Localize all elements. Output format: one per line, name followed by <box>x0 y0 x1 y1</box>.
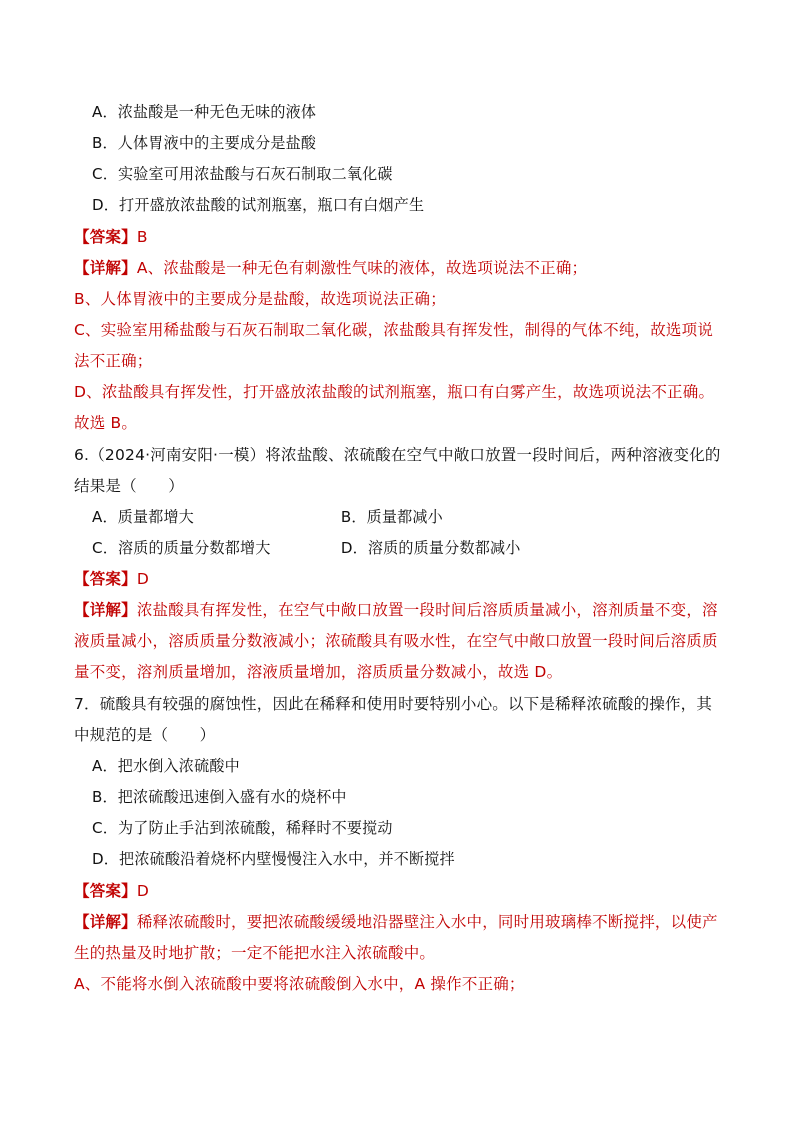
detail-text: A、浓盐酸是一种无色有刺激性气味的液体，故选项说法不正确； <box>136 259 588 277</box>
option-d: D．溶质的质量分数都减小 <box>340 539 521 557</box>
option-d: D．把浓硫酸沿着烧杯内壁慢慢注入水中，并不断搅拌 <box>92 850 455 868</box>
option-a: A．质量都增大 <box>92 508 195 526</box>
detail-line: 生的热量及时地扩散；一定不能把水注入浓硫酸中。 <box>74 944 436 962</box>
question-7-stem-cont: 中规范的是（ ） <box>74 726 216 744</box>
detail-text: 浓盐酸具有挥发性，在空气中敞口放置一段时间后溶质质量减小，溶剂质量不变，溶 <box>136 601 718 619</box>
answer-tag: 【答案】 <box>74 882 137 900</box>
option-b: B．把浓硫酸迅速倒入盛有水的烧杯中 <box>92 788 347 806</box>
question-6-stem: 6.（2024·河南安阳·一模）将浓盐酸、浓硫酸在空气中敞口放置一段时间后，两种溶液变化的 <box>74 446 721 464</box>
detail-line: 液质量减小，溶质质量分数液减小；浓硫酸具有吸水性，在空气中敞口放置一段时间后溶质质 <box>74 632 718 650</box>
answer-value: B <box>136 228 148 246</box>
detail-line: 故选 B。 <box>74 414 138 432</box>
detail-tag: 【详解】 <box>74 259 137 277</box>
detail-line <box>74 258 724 278</box>
detail-line: 法不正确； <box>74 352 153 370</box>
detail-line: B、人体胃液中的主要成分是盐酸，故选项说法正确； <box>74 290 446 308</box>
detail-line: D、浓盐酸具有挥发性，打开盛放浓盐酸的试剂瓶塞，瓶口有白雾产生，故选项说法不正确。 <box>74 383 715 401</box>
answer-line <box>74 569 724 589</box>
detail-line <box>74 600 724 620</box>
option-row <box>92 507 724 527</box>
detail-tag: 【详解】 <box>74 601 137 619</box>
answer-value: D <box>136 882 149 900</box>
detail-line: A、不能将水倒入浓硫酸中要将浓硫酸倒入水中，A 操作不正确； <box>74 975 525 993</box>
question-6-stem-cont: 结果是（ ） <box>74 477 184 495</box>
detail-tag: 【详解】 <box>74 913 137 931</box>
detail-line: 量不变，溶剂质量增加，溶液质量增加，溶质质量分数减小，故选 D。 <box>74 663 563 681</box>
option-b: B．质量都减小 <box>340 508 443 526</box>
option-c: C．为了防止手沾到浓硫酸，稀释时不要搅动 <box>92 819 393 837</box>
option-a: A．浓盐酸是一种无色无味的液体 <box>92 103 317 121</box>
question-7-stem: 7．硫酸具有较强的腐蚀性，因此在稀释和使用时要特别小心。以下是稀释浓硫酸的操作，其 <box>74 695 713 713</box>
detail-line <box>74 912 724 932</box>
answer-line <box>74 881 724 901</box>
answer-value: D <box>136 570 149 588</box>
option-b: B．人体胃液中的主要成分是盐酸 <box>92 134 317 152</box>
option-c: C．实验室可用浓盐酸与石灰石制取二氧化碳 <box>92 165 393 183</box>
answer-tag: 【答案】 <box>74 228 137 246</box>
answer-tag: 【答案】 <box>74 570 137 588</box>
detail-line: C、实验室用稀盐酸与石灰石制取二氧化碳，浓盐酸具有挥发性，制得的气体不纯，故选项说 <box>74 321 714 339</box>
detail-text: 稀释浓硫酸时，要把浓硫酸缓缓地沿器壁注入水中，同时用玻璃棒不断搅拌，以使产 <box>136 913 718 931</box>
option-a: A．把水倒入浓硫酸中 <box>92 757 240 775</box>
option-c: C．溶质的质量分数都增大 <box>92 539 271 557</box>
answer-line <box>74 227 724 247</box>
option-d: D．打开盛放浓盐酸的试剂瓶塞，瓶口有白烟产生 <box>92 196 425 214</box>
option-row <box>92 538 724 558</box>
